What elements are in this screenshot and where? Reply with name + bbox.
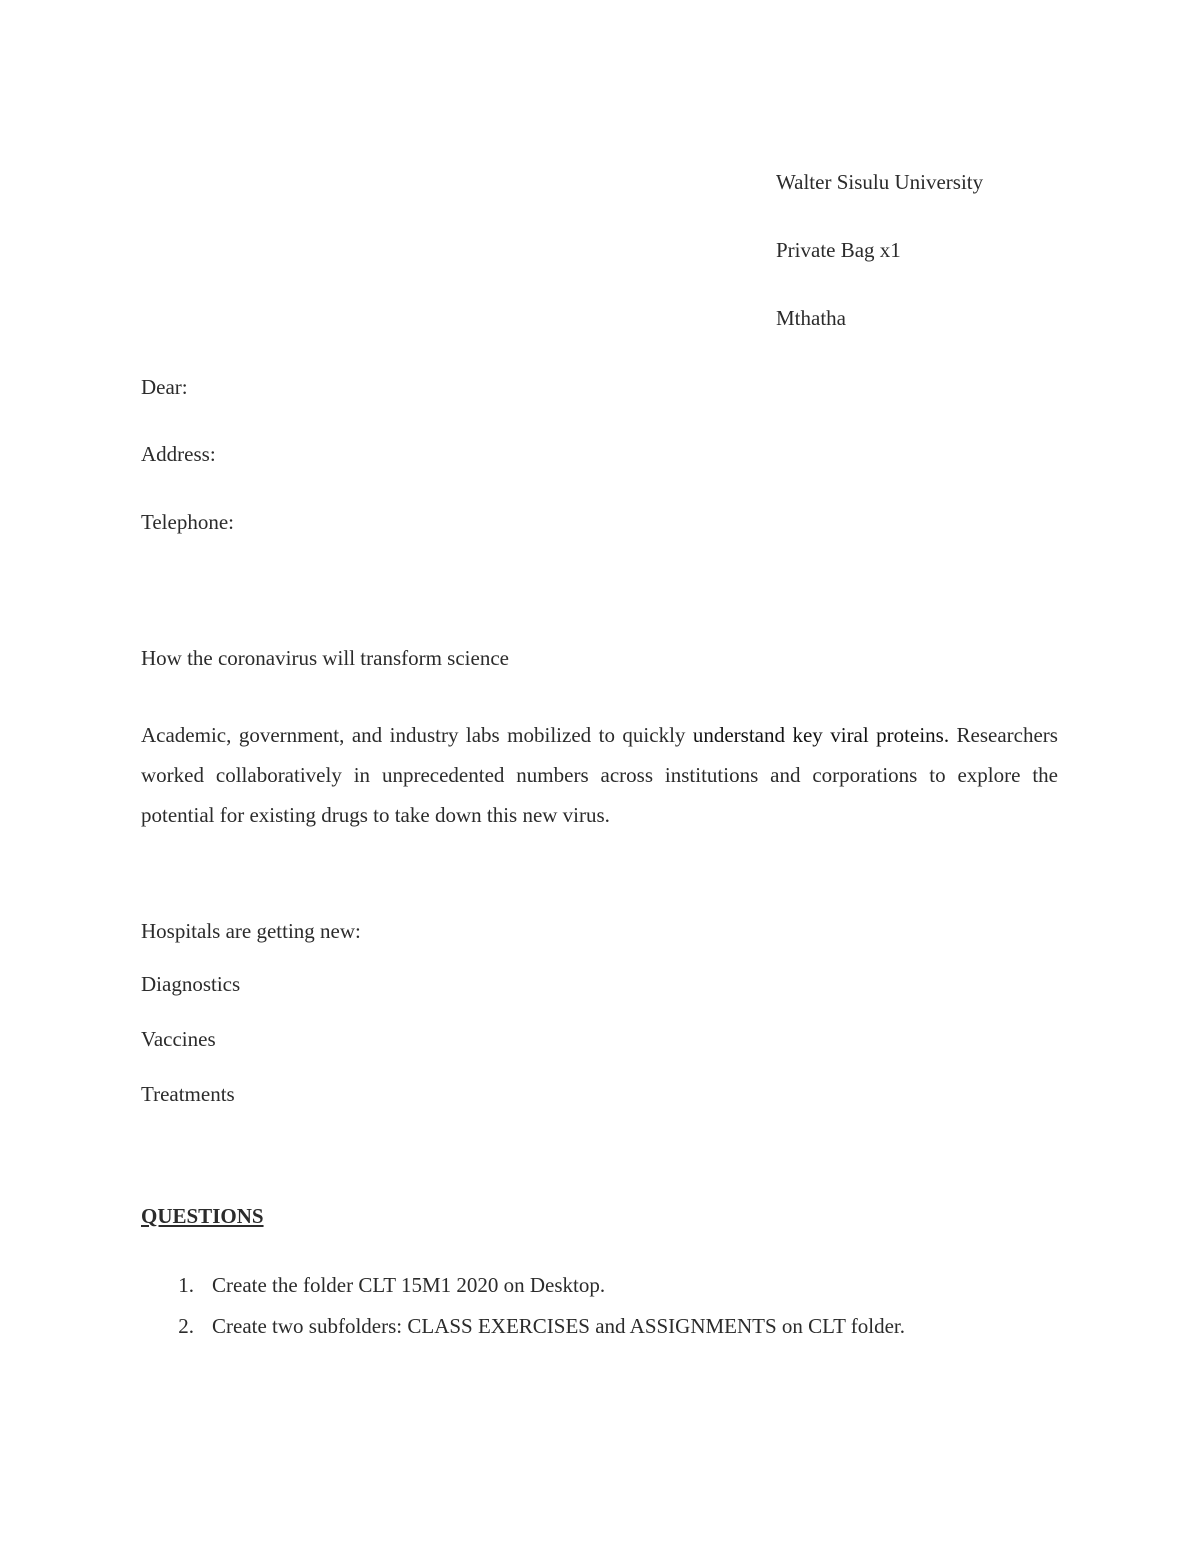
paragraph-text-3: Researchers worked collaboratively in unprecedented numbers across institutions and corporations to explore the potential for existing drugs to take down this new virus. (141, 723, 1058, 827)
question-number: 2. (178, 1314, 194, 1338)
hospitals-item-diagnostics: Diagnostics (141, 972, 241, 996)
hospitals-intro: Hospitals are getting new: (141, 919, 361, 943)
article-paragraph (141, 715, 1058, 835)
question-text: Create two subfolders: CLASS EXERCISES and ASSIGNMENTS on CLT folder. (212, 1314, 906, 1338)
article-title: How the coronavirus will transform science (141, 646, 509, 670)
paragraph-text-1: Academic, government, and industry labs mobilized to quickly (141, 723, 693, 747)
dear-label: Dear: (141, 375, 188, 399)
questions-heading: QUESTIONS (141, 1204, 264, 1228)
question-number: 1. (178, 1273, 194, 1297)
hospitals-item-vaccines: Vaccines (141, 1027, 216, 1051)
telephone-label: Telephone: (141, 510, 234, 534)
hospitals-item-treatments: Treatments (141, 1082, 235, 1106)
paragraph-text-2: understand key viral proteins. (692, 723, 950, 747)
sender-address-line-1: Walter Sisulu University (776, 170, 984, 194)
address-label: Address: (141, 442, 216, 466)
question-text: Create the folder CLT 15M1 2020 on Desktop. (212, 1273, 606, 1297)
sender-address-line-2: Private Bag x1 (776, 238, 901, 262)
sender-address-line-3: Mthatha (776, 306, 846, 330)
